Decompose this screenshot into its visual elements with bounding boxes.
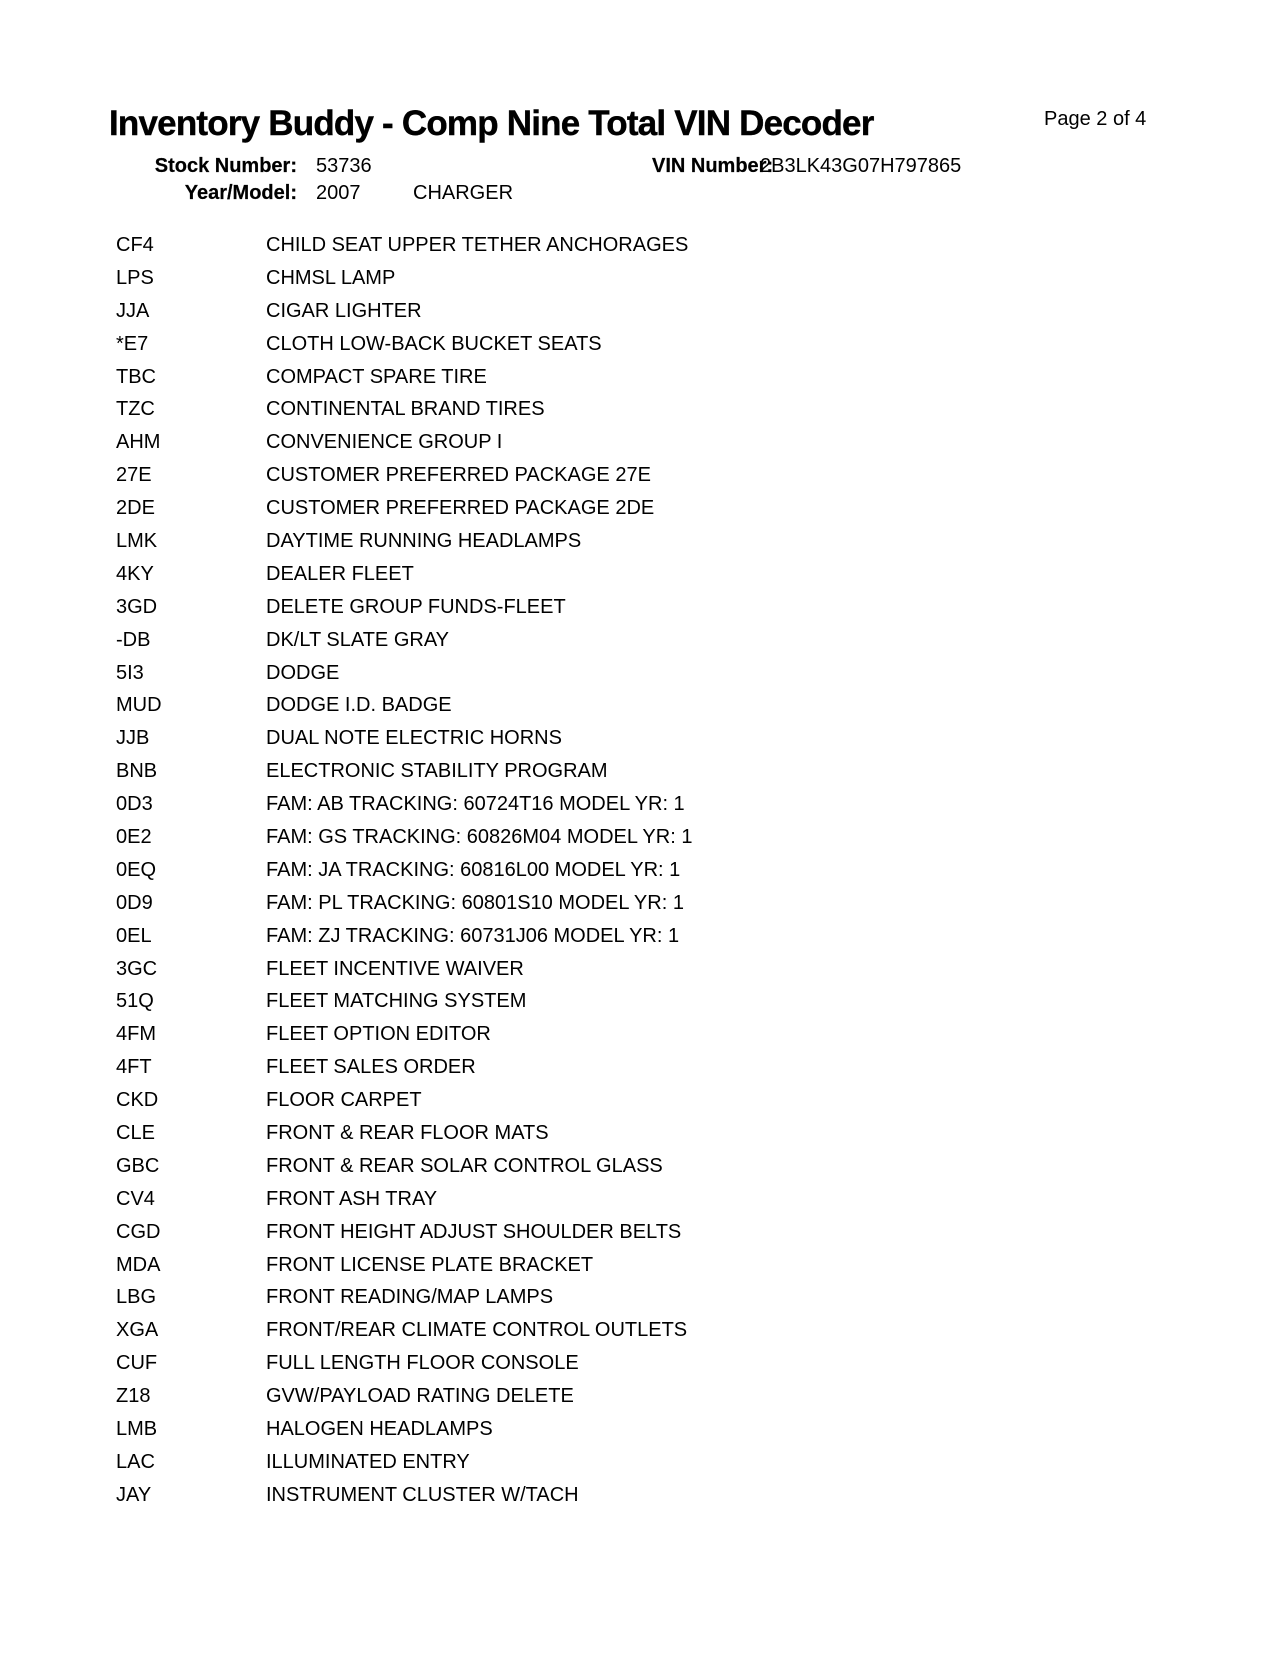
table-row [116,525,1166,558]
option-description: FLEET OPTION EDITOR [266,1023,491,1046]
option-code: 0D9 [116,891,153,914]
option-code: JJA [116,299,150,322]
table-row [116,788,1166,821]
option-description: FLEET SALES ORDER [266,1056,476,1079]
option-code: MDA [116,1253,161,1276]
option-code: MUD [116,694,162,717]
option-code: 0D3 [116,793,153,816]
option-code: BNB [116,760,158,783]
option-code: TBC [116,365,156,388]
option-code: 4KY [116,562,154,585]
table-row [116,624,1166,657]
option-description: ILLUMINATED ENTRY [266,1450,470,1473]
option-code: CUF [116,1352,158,1375]
option-code: LAC [116,1450,155,1473]
option-description: FAM: JA TRACKING: 60816L00 MODEL YR: 1 [266,858,681,881]
option-code: LPS [116,266,154,289]
table-row [116,1282,1166,1315]
table-row [116,920,1166,953]
option-code: 4FM [116,1023,156,1046]
table-row [116,361,1166,394]
option-description: ELECTRONIC STABILITY PROGRAM [266,760,608,783]
option-description: DK/LT SLATE GRAY [266,628,450,651]
stock-number-value: 53736 [316,155,372,177]
table-row [116,328,1166,361]
option-code: 0E2 [116,825,152,848]
table-row [116,1117,1166,1150]
option-description: FRONT & REAR FLOOR MATS [266,1121,549,1144]
table-row [116,657,1166,690]
option-description: FAM: PL TRACKING: 60801S10 MODEL YR: 1 [266,891,684,914]
table-row [116,1216,1166,1249]
table-row [116,887,1166,920]
option-code: -DB [116,628,151,651]
table-row [116,1084,1166,1117]
option-description: FLEET MATCHING SYSTEM [266,990,527,1013]
option-code: 5I3 [116,661,144,684]
option-description: FLEET INCENTIVE WAIVER [266,957,524,980]
option-code: CKD [116,1089,159,1112]
option-code: 51Q [116,990,154,1013]
option-code: CV4 [116,1187,155,1210]
table-row [116,1183,1166,1216]
option-code: Z18 [116,1385,151,1408]
option-code: JAY [116,1483,152,1506]
option-description: DUAL NOTE ELECTRIC HORNS [266,727,562,750]
table-row [116,985,1166,1018]
option-description: CHILD SEAT UPPER TETHER ANCHORAGES [266,233,689,256]
table-row [116,755,1166,788]
table-row [116,1413,1166,1446]
option-description: COMPACT SPARE TIRE [266,365,487,388]
option-description: FAM: AB TRACKING: 60724T16 MODEL YR: 1 [266,793,685,816]
table-row [116,1347,1166,1380]
option-description: FAM: GS TRACKING: 60826M04 MODEL YR: 1 [266,825,693,848]
option-description: DAYTIME RUNNING HEADLAMPS [266,529,582,552]
option-description: DODGE I.D. BADGE [266,694,452,717]
option-code: 3GC [116,957,158,980]
table-row [116,459,1166,492]
option-description: FLOOR CARPET [266,1089,422,1112]
option-code: LMB [116,1418,158,1440]
option-description: CLOTH LOW-BACK BUCKET SEATS [266,332,602,355]
vin-number-label: VIN Number: [652,155,774,177]
option-code: CLE [116,1121,155,1144]
option-code: *E7 [116,332,149,355]
table-row [116,295,1166,328]
option-description: CHMSL LAMP [266,266,396,289]
option-code: 0EL [116,924,152,947]
table-row [116,393,1166,426]
option-description: FULL LENGTH FLOOR CONSOLE [266,1352,579,1375]
option-description: GVW/PAYLOAD RATING DELETE [266,1385,574,1408]
option-code: 0EQ [116,858,157,881]
option-description: CIGAR LIGHTER [266,299,422,322]
option-code: 4FT [116,1056,152,1079]
options-list [116,229,1166,1512]
option-description: CUSTOMER PREFERRED PACKAGE 27E [266,464,651,487]
option-description: CUSTOMER PREFERRED PACKAGE 2DE [266,497,655,520]
option-code: AHM [116,431,161,454]
table-row [116,1249,1166,1282]
table-row [116,1018,1166,1051]
table-row [116,1380,1166,1413]
option-description: FRONT READING/MAP LAMPS [266,1286,554,1309]
option-description: FRONT LICENSE PLATE BRACKET [266,1253,594,1276]
option-code: 2DE [116,497,155,520]
table-row [116,1479,1166,1512]
table-row [116,229,1166,262]
vin-number-value: 2B3LK43G07H797865 [760,155,962,177]
option-code: GBC [116,1154,160,1177]
option-description: DEALER FLEET [266,562,414,585]
table-row [116,722,1166,755]
option-code: CGD [116,1220,161,1243]
table-row [116,492,1166,525]
table-row [116,591,1166,624]
option-code: TZC [116,398,155,421]
table-row [116,689,1166,722]
option-code: 27E [116,464,152,487]
table-row [116,426,1166,459]
option-description: INSTRUMENT CLUSTER W/TACH [266,1483,579,1506]
table-row [116,1150,1166,1183]
page-title: Inventory Buddy - Comp Nine Total VIN Decoder [109,104,874,143]
table-row [116,1446,1166,1479]
table-row [116,953,1166,986]
option-code: JJB [116,727,150,750]
option-description: CONVENIENCE GROUP I [266,431,503,454]
table-row [116,1051,1166,1084]
table-row [116,821,1166,854]
table-row [116,854,1166,887]
option-description: FRONT & REAR SOLAR CONTROL GLASS [266,1154,663,1177]
year-value: 2007 [316,182,361,204]
table-row [116,558,1166,591]
option-description: FRONT/REAR CLIMATE CONTROL OUTLETS [266,1319,688,1342]
stock-number-label: Stock Number: [154,155,297,177]
option-description: HALOGEN HEADLAMPS [266,1418,493,1440]
option-description: FAM: ZJ TRACKING: 60731J06 MODEL YR: 1 [266,924,680,947]
option-code: LBG [116,1286,157,1309]
option-code: 3GD [116,595,158,618]
year-model-label: Year/Model: [184,182,297,204]
table-row [116,1314,1166,1347]
option-code: CF4 [116,233,154,256]
model-value: CHARGER [413,182,514,204]
option-code: LMK [116,529,158,552]
option-description: CONTINENTAL BRAND TIRES [266,398,545,421]
option-description: DODGE [266,661,340,684]
option-description: FRONT HEIGHT ADJUST SHOULDER BELTS [266,1220,682,1243]
option-description: DELETE GROUP FUNDS-FLEET [266,595,566,618]
table-row [116,262,1166,295]
option-description: FRONT ASH TRAY [266,1187,438,1210]
page-indicator: Page 2 of 4 [1044,108,1147,130]
option-code: XGA [116,1319,159,1342]
